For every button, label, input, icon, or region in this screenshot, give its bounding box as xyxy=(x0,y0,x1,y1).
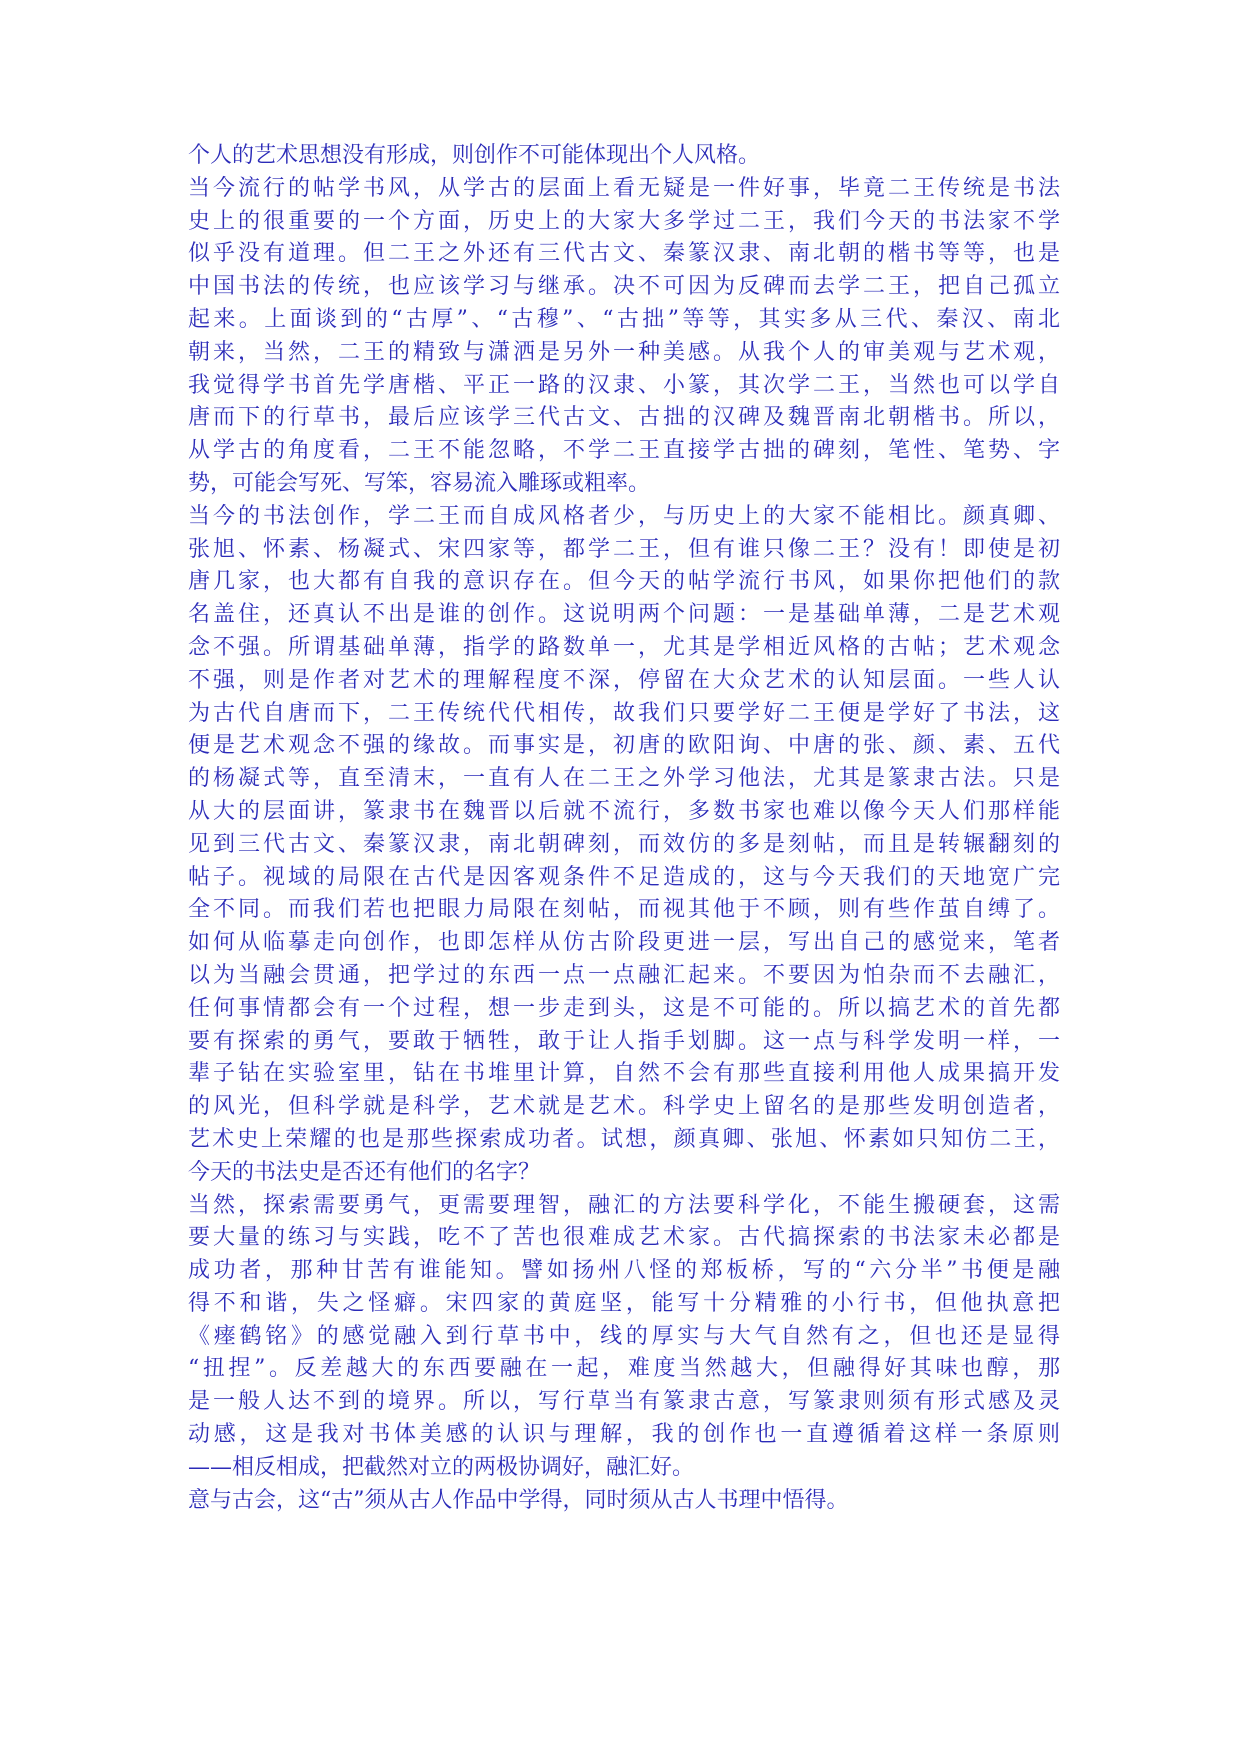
text-line: 史上的很重要的一个方面，历史上的大家大多学过二王，我们今天的书法家不学 xyxy=(188,208,1060,234)
text-line: 今天的书法史是否还有他们的名字？ xyxy=(188,1159,541,1185)
text-line: 是一般人达不到的境界。所以，写行草当有篆隶古意，写篆隶则须有形式感及灵 xyxy=(188,1389,1060,1415)
text-line: 个人的艺术思想没有形成，则创作不可能体现出个人风格。 xyxy=(188,143,761,168)
text-line: 为古代自唐而下，二王传统代代相传，故我们只要学好二王便是学好了书法，这 xyxy=(188,700,1060,726)
text-line: 以为当融会贯通，把学过的东西一点一点融汇起来。不要因为怕杂而不去融汇， xyxy=(188,962,1060,988)
text-line: 朝来，当然，二王的精致与潇洒是另外一种美感。从我个人的审美观与艺术观， xyxy=(188,339,1060,365)
text-line: 我觉得学书首先学唐楷、平正一路的汉隶、小篆，其次学二王，当然也可以学自 xyxy=(188,372,1060,398)
text-line: 意与古会，这“古”须从古人作品中学得，同时须从古人书理中悟得。 xyxy=(188,1487,849,1513)
text-line: 辈子钻在实验室里，钻在书堆里计算，自然不会有那些直接利用他人成果搞开发 xyxy=(188,1061,1060,1087)
text-line: 唐而下的行草书，最后应该学三代古文、古拙的汉碑及魏晋南北朝楷书。所以， xyxy=(188,405,1060,431)
text-line: ——相反相成，把截然对立的两极协调好，融汇好。 xyxy=(188,1454,695,1480)
text-line: 势，可能会写死、写笨，容易流入雕琢或粗率。 xyxy=(188,470,651,496)
body-text xyxy=(188,140,1060,1517)
text-line: 似乎没有道理。但二王之外还有三代古文、秦篆汉隶、南北朝的楷书等等，也是 xyxy=(188,241,1060,267)
text-line: 如何从临摹走向创作，也即怎样从仿古阶段更进一层，写出自己的感觉来，笔者 xyxy=(188,930,1060,956)
text-line: 要有探索的勇气，要敢于牺牲，敢于让人指手划脚。这一点与科学发明一样，一 xyxy=(188,1028,1060,1054)
text-line: 的杨凝式等，直至清末，一直有人在二王之外学习他法，尤其是篆隶古法。只是 xyxy=(188,766,1060,792)
text-line: 从大的层面讲，篆隶书在魏晋以后就不流行，多数书家也难以像今天人们那样能 xyxy=(188,798,1060,824)
text-line: 的风光，但科学就是科学，艺术就是艺术。科学史上留名的是那些发明创造者， xyxy=(188,1094,1060,1120)
text-line: 名盖住，还真认不出是谁的创作。这说明两个问题：一是基础单薄，二是艺术观 xyxy=(188,602,1060,628)
text-line: 任何事情都会有一个过程，想一步走到头，这是不可能的。所以搞艺术的首先都 xyxy=(188,995,1060,1021)
text-line: 当今流行的帖学书风，从学古的层面上看无疑是一件好事，毕竟二王传统是书法 xyxy=(188,175,1060,201)
text-line: “扭捏”。反差越大的东西要融在一起，难度当然越大，但融得好其味也醇，那 xyxy=(188,1356,1060,1382)
text-line: 便是艺术观念不强的缘故。而事实是，初唐的欧阳询、中唐的张、颜、素、五代 xyxy=(188,733,1060,759)
text-line: 中国书法的传统，也应该学习与继承。决不可因为反碑而去学二王，把自己孤立 xyxy=(188,274,1060,300)
text-line: 起来。上面谈到的“古厚”、“古穆”、“古拙”等等，其实多从三代、秦汉、南北 xyxy=(188,306,1060,332)
text-line: 艺术史上荣耀的也是那些探索成功者。试想，颜真卿、张旭、怀素如只知仿二王， xyxy=(188,1126,1060,1152)
text-line: 念不强。所谓基础单薄，指学的路数单一，尤其是学相近风格的古帖；艺术观念 xyxy=(188,634,1060,660)
text-line: 帖子。视域的局限在古代是因客观条件不足造成的，这与今天我们的天地宽广完 xyxy=(188,864,1060,890)
text-line: 动感，这是我对书体美感的认识与理解，我的创作也一直遵循着这样一条原则 xyxy=(188,1422,1060,1448)
text-line: 见到三代古文、秦篆汉隶，南北朝碑刻，而效仿的多是刻帖，而且是转辗翻刻的 xyxy=(188,831,1060,857)
text-line: 从学古的角度看，二王不能忽略，不学二王直接学古拙的碑刻，笔性、笔势、字 xyxy=(188,438,1060,464)
text-line: 唐几家，也大都有自我的意识存在。但今天的帖学流行书风，如果你把他们的款 xyxy=(188,569,1060,595)
text-line: 当今的书法创作，学二王而自成风格者少，与历史上的大家不能相比。颜真卿、 xyxy=(188,503,1060,529)
text-line: 得不和谐，失之怪癖。宋四家的黄庭坚，能写十分精雅的小行书，但他执意把 xyxy=(188,1290,1060,1316)
text-line: 全不同。而我们若也把眼力局限在刻帖，而视其他于不顾，则有些作茧自缚了。 xyxy=(188,897,1060,923)
text-line: 《瘗鹤铭》的感觉融入到行草书中，线的厚实与大气自然有之，但也还是显得 xyxy=(188,1323,1060,1349)
text-line: 当然，探索需要勇气，更需要理智，融汇的方法要科学化，不能生搬硬套，这需 xyxy=(188,1192,1060,1218)
text-line: 要大量的练习与实践，吃不了苦也很难成艺术家。古代搞探索的书法家未必都是 xyxy=(188,1225,1060,1251)
text-line: 成功者，那种甘苦有谁能知。譬如扬州八怪的郑板桥，写的“六分半”书便是融 xyxy=(188,1258,1060,1284)
text-line: 不强，则是作者对艺术的理解程度不深，停留在大众艺术的认知层面。一些人认 xyxy=(188,667,1060,693)
text-line: 张旭、怀素、杨凝式、宋四家等，都学二王，但有谁只像二王？没有！即使是初 xyxy=(188,536,1060,562)
